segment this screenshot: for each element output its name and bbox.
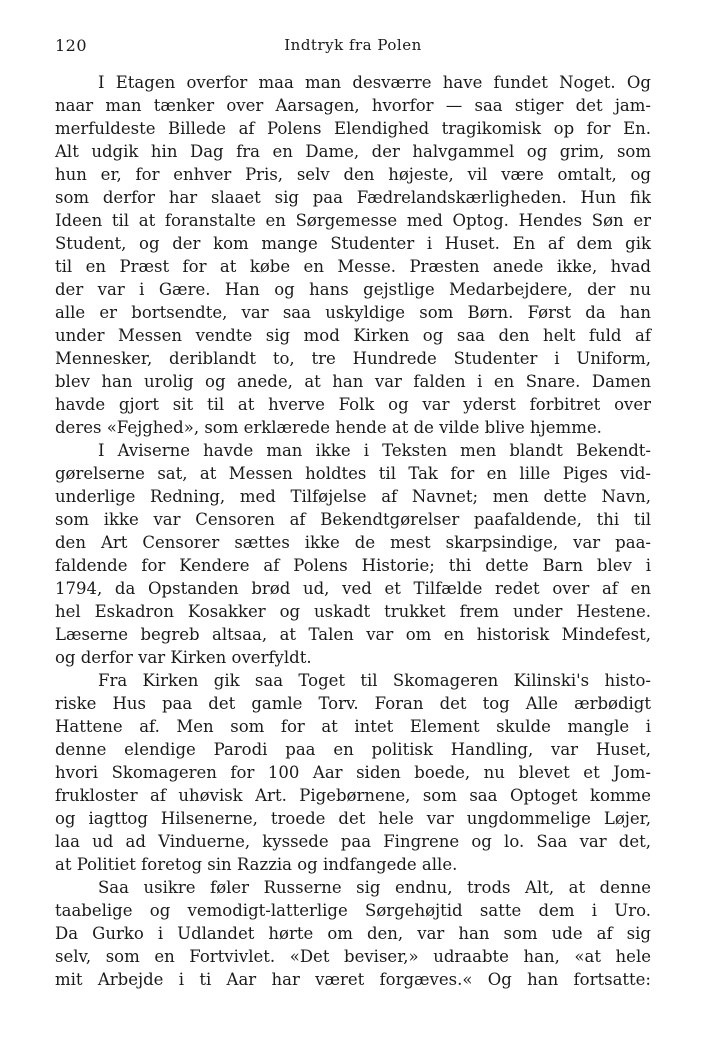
text-line: Alt udgik hin Dag fra en Dame, der halvgammel og grim, som [55, 142, 651, 161]
text-line: Saa usikre føler Russerne sig endnu, trods Alt, at denne [98, 878, 651, 897]
text-line: alle er bortsendte, var saa uskyldige som Børn. Først da han [55, 303, 651, 322]
text-line: gørelserne sat, at Messen holdtes til Tak for en lille Piges vid- [55, 464, 651, 483]
text-line: taabelige og vemodigt-latterlige Sørgehøjtid satte dem i Uro. [55, 901, 651, 920]
text-line: Mennesker, deriblandt to, tre Hundrede Studenter i Uniform, [55, 349, 651, 368]
body-text [55, 71, 651, 991]
text-line: hun er, for enhver Pris, selv den højeste, vil være omtalt, og [55, 165, 651, 184]
running-head [55, 30, 651, 54]
text-line: Fra Kirken gik saa Toget til Skomageren Kilinski's histo- [98, 671, 651, 690]
text-line: I Etagen overfor maa man desværre have fundet Noget. Og [98, 73, 651, 92]
text-line: blev han urolig og anede, at han var falden i en Snare. Damen [55, 372, 651, 391]
text-line: faldende for Kendere af Polens Historie; thi dette Barn blev i [55, 556, 651, 575]
text-line: Hattene af. Men som for at intet Element skulde mangle i [55, 717, 651, 736]
text-line: havde gjort sit til at hverve Folk og var yderst forbitret over [55, 395, 651, 414]
text-line: til en Præst for at købe en Messe. Præsten anede ikke, hvad [55, 257, 651, 276]
text-line: denne elendige Parodi paa en politisk Handling, var Huset, [55, 740, 651, 759]
text-line: Ideen til at foranstalte en Sørgemesse med Optog. Hendes Søn er [55, 211, 651, 230]
text-line: hel Eskadron Kosakker og uskadt trukket frem under Hestene. [55, 602, 651, 621]
text-line: Student, og der kom mange Studenter i Huset. En af dem gik [55, 234, 651, 253]
text-line: under Messen vendte sig mod Kirken og saa den helt fuld af [55, 326, 651, 345]
book-page [55, 30, 651, 991]
text-line: som derfor har slaaet sig paa Fædrelandskærligheden. Hun fik [55, 188, 651, 207]
text-line: og iagttog Hilsenerne, troede det hele var ungdommelige Løjer, [55, 809, 651, 828]
text-line: Da Gurko i Udlandet hørte om den, var han som ude af sig [55, 924, 651, 943]
text-line: som ikke var Censoren af Bekendtgørelser paafaldende, thi til [55, 510, 651, 529]
text-line: riske Hus paa det gamle Torv. Foran det tog Alle ærbødigt [55, 694, 651, 713]
text-line: naar man tænker over Aarsagen, hvorfor — saa stiger det jam- [55, 96, 651, 115]
text-line: og derfor var Kirken overfyldt. [55, 648, 312, 667]
text-line: Læserne begreb altsaa, at Talen var om en historisk Mindefest, [55, 625, 651, 644]
text-line: selv, som en Fortvivlet. «Det beviser,» udraabte han, «at hele [55, 947, 651, 966]
running-title: Indtryk fra Polen [284, 36, 422, 54]
text-line: mit Arbejde i ti Aar har været forgæves.« Og han fortsatte: [55, 970, 651, 989]
text-line: merfuldeste Billede af Polens Elendighed tragikomisk op for En. [55, 119, 651, 138]
text-line: underlige Redning, med Tilføjelse af Navnet; men dette Navn, [55, 487, 651, 506]
text-line: I Aviserne havde man ikke i Teksten men blandt Bekendt- [98, 441, 651, 460]
text-line: laa ud ad Vinduerne, kyssede paa Fingrene og lo. Saa var det, [55, 832, 651, 851]
text-line: hvori Skomageren for 100 Aar siden boede, nu blevet et Jom- [55, 763, 651, 782]
text-line: deres «Fejghed», som erklærede hende at de vilde blive hjemme. [55, 418, 602, 437]
text-line: at Politiet foretog sin Razzia og indfangede alle. [55, 855, 458, 874]
text-line: den Art Censorer sættes ikke de mest skarpsindige, var paa- [55, 533, 651, 552]
text-line: 1794, da Opstanden brød ud, ved et Tilfælde redet over af en [55, 579, 651, 598]
text-line: der var i Gære. Han og hans gejstlige Medarbejdere, der nu [55, 280, 651, 299]
page-number: 120 [55, 36, 88, 55]
text-line: frukloster af uhøvisk Art. Pigebørnene, som saa Optoget komme [55, 786, 651, 805]
